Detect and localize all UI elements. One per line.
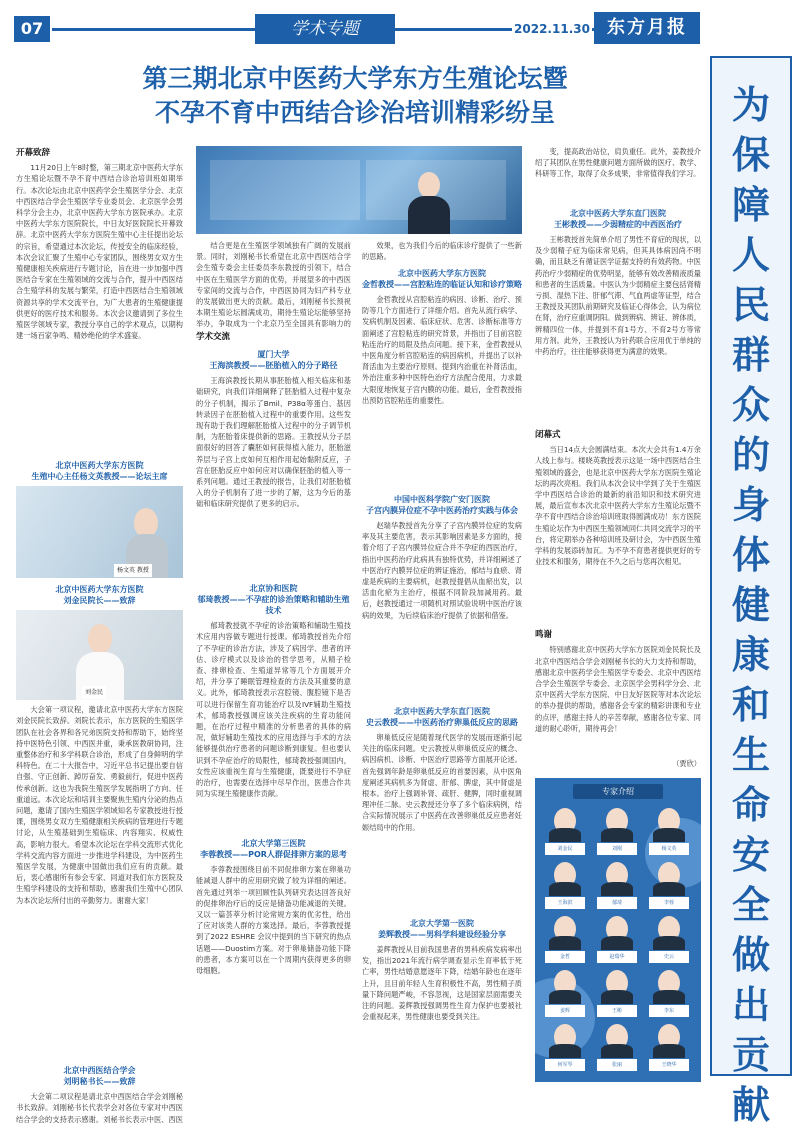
section-org: 北京协和医院 — [249, 584, 298, 594]
expert-portrait-body — [653, 828, 685, 842]
slogan-char: 为 — [731, 82, 770, 127]
expert-card — [649, 806, 689, 856]
expert-name: 张丽 — [597, 1059, 637, 1071]
section-subtitle: 郁琦教授——不孕症的诊治策略和辅助生殖技术 — [197, 595, 350, 616]
section-subtitle: 子宫内膜异位症不孕中医药治疗实践与体会 — [366, 506, 518, 515]
slogan-char: 命 — [731, 782, 770, 827]
expert-name: 杨文英 — [649, 843, 689, 855]
expert-card — [545, 914, 585, 964]
expert-portrait-body — [549, 936, 581, 950]
section-subtitle: 生殖中心主任杨文英教授——论坛主席 — [31, 472, 168, 482]
expert-card — [649, 914, 689, 964]
byline: （贾欣） — [672, 759, 701, 769]
section-subtitle: 史云教授——中医药治疗卵巢低反应的思路 — [366, 718, 518, 727]
expert-card — [597, 914, 637, 964]
section-subtitle: 刘明秘书长——致辞 — [63, 1077, 136, 1087]
paragraph: 金哲教授从宫腔粘连的病因、诊断、治疗、预防等几个方面进行了详细介绍。首先从流行病学、发病机制及因素、临床症状、危害、诊断标准等方面阐述了宫腔粘连的研究背景，并指出了目前宫腔粘连治疗的局限及热点问题。接下来，金哲教授从中医角度分析宫腔粘连的病因病机，并提出了以补肾活血为主要治疗原则。提到内治重在补肾活血，外治注重多种中医特色治疗方法配合使用，力求最大限度地恢复子宫内膜的功能。最后，金哲教授指出预防宫腔粘连的重要性。 — [362, 295, 522, 405]
opening-paragraph: 11月20日上午8时整，第三期北京中医药大学东方生殖论坛暨不孕不育中西结合诊治培训班如期举行。本次论坛由北京中医药学会生殖医学分会、北京中西医结合学会生殖医学专业委员会、北京医学会男科学分会主办，北京中医药大学东方医院承办。北京中医药大学东方医院院长，中日友好医院院长开幕致辞。北京中医药大学东方医院生殖中心主任提出论坛的宗旨，希望通过本次论坛，传授安全的临床经验，本次会议汇聚了生殖中心专家团队，围绕男女双方生殖健康相关疾病进行专题讨论，旨在进一步加强中西医结合专家在生殖领域的交流与合作，提升中西医结合生殖学科的发展与繁荣，打造中西医结合生殖领域资源共享的学术交流平台，为广大患者的生殖健康提供更好的医疗技术和服务。本次会议邀请到了多位生殖医学领域专家，教授分享自己的学术观点，以期构建一场百家争鸣、精妙绝伦的学术盛宴。 — [16, 163, 183, 341]
expert-name: 王海滨 — [545, 897, 585, 909]
paragraph: 王海滨教授长期从事胚胎植入相关临床和基础研究，向我们详细阐释了胚胎植入过程中复杂的分子机制，揭示了Bmil、P38α等蛋白、基因转录因子在胚胎植入过程中的重要作用。这些发现有助于我们理解胚胎植入过程中的分子调节机制，为胚胎着床提供新的思路。王教授从分子层面很好的回答了囊胚如何获得植入能力，胚胎滋养层与子宫上皮如何互相作用起始黏附反应，子宫在胚胎反应中如何应对以确保胚胎的植入等一系列问题。通过王教授的报告，让我们对胚胎植入的分子机制有了进一步的了解，这为今后的基础和临床研究提供了更多的启示。 — [196, 376, 351, 509]
section-org: 北京中医药大学东方医院 — [55, 585, 144, 595]
section-org: 北京中医药大学东直门医院 — [394, 707, 490, 716]
paragraph: 卵巢低反应是随着现代医学的发展而逐渐引起关注的临床问题。史云教授从卵巢低反应的概念、病因病机、诊断、中医治疗思路等方面展开论述。首先强调年龄是卵巢低反应的首要因素，从中医角度阐述其病机多为肾虚、肝郁、脾虚，其中肾虚是根本。治疗上强调补肾、疏肝、健脾，同时重视调理冲任二脉。史云教授还分享了多个临床病例，结合实际情况展示了中医药在改善卵巢低反应患者妊娠结局中的作用。 — [362, 733, 522, 832]
issue-date: 2022.11.30 — [512, 14, 592, 44]
expert-name: 王晓华 — [649, 1059, 689, 1071]
expert-name: 李东 — [649, 1005, 689, 1017]
expert-name: 赵瑞华 — [597, 951, 637, 963]
section-org: 北京中西医结合学会 — [63, 1066, 136, 1076]
page-number: 07 — [14, 16, 50, 42]
expert-portrait-body — [653, 936, 685, 950]
article-title — [60, 62, 650, 130]
expert-portrait-body — [549, 828, 581, 842]
expert-portrait-body — [549, 1044, 581, 1058]
expert-name: 李蓉 — [649, 897, 689, 909]
speaker-photo — [16, 610, 183, 700]
slogan-char: 体 — [731, 532, 770, 577]
expert-card — [649, 1022, 689, 1072]
column-1 — [16, 146, 183, 1127]
paragraph: 李蓉教授围绕目前不同促排卵方案在卵巢功能减退人群中的应用研究做了较为详细的阐述。首先通过列举一项回顾性队列研究表达回答良好的促排卵治疗后的反应是储备功能减退的关键。又以一篇荟萃分析讨论常规方案的优劣性，给出了应对该类人群的方案选择。最后，李蓉教授提到了2022 ESHRE 会议中提到的当下研究的热点话题——Duostim方案。对于卵巢储备功能下降的患者，本方案可以在一个周期内获得更多的卵母细胞。 — [196, 865, 351, 976]
slogan-char: 障 — [731, 182, 770, 227]
slogan-char: 生 — [731, 732, 770, 777]
speaker-photo — [16, 486, 183, 578]
expert-name: 郁琦 — [597, 897, 637, 909]
paragraph: 郁琦教授就不孕症的诊治策略和辅助生殖技术应用内容做专题进行授课。郁琦教授首先介绍了不孕症的诊治方法，涉及了病因学、患者的评估、诊疗模式以及诊治的哲学思考，从精子检查、排卵检查、生殖道异常等几个方面展开介绍，并分享了睡眠管理检查的方法及其重要的意义。此外，郁琦教授表示宫腔镜、腹腔镜下是否可以进行保留生育功能治疗以及IVF辅助生殖技术，郁琦教授强调应该关注疾病的生育功能问题，在治疗过程中精准的分析患者的具体的病况，做好辅助生殖技术的应用选择与手术的方法能够提供治疗患者的问题诊断到康复。但也要认识到不孕症治疗的局限性，郁琦教授强调国内，女性应该重视生育与生殖健康，既要进行不孕症的治疗，也需要在选择中尽早作出，医患合作共同为实现生殖健康作贡献。 — [196, 621, 351, 799]
section-subtitle: 李蓉教授——POR人群促排卵方案的思考 — [200, 850, 347, 860]
expert-card — [597, 860, 637, 910]
section-subtitle: 姜辉教授——男科学科建设经验分享 — [378, 930, 506, 939]
section-org: 厦门大学 — [257, 350, 290, 360]
slogan-char: 保 — [731, 132, 770, 177]
title-line-1: 第三期北京中医药大学东方生殖论坛暨 — [142, 64, 568, 93]
section-org: 北京大学第三医院 — [241, 839, 306, 849]
slogan-char: 众 — [731, 382, 770, 427]
photo-caption: 杨文英 教授 — [114, 564, 152, 577]
expert-portrait-body — [549, 882, 581, 896]
paragraph: 变，提高政治站位，肩负重任。此外，姜教授介绍了其团队在男性健康问题方面所做的医疗、教学、科研等工作，取得了众多成果，非常值得我们学习。 — [535, 147, 701, 179]
photo-caption: 刘金民 — [82, 686, 106, 699]
paragraph: 大会第二项议程是请北京中西医结合学会刘刚秘书长致辞。刘刚秘书长代表学会对各位专家对中西医结合学会的支持表示感谢。刘秘书长表示中医、西医 — [16, 1092, 183, 1124]
slogan-char: 做 — [731, 932, 770, 977]
paragraph: 姜辉教授从目前我国患者的男科疾病发病率出发，指出2021年流行病学调查显示生育率低于死亡率，男性结婚意愿逐年下降，结婚年龄也在逐年上升，且目前年轻人生育积极性不高，男性精子质量下降问题严峻，不容忽视，这是国家层面需要关注的问题。姜辉教授强调男性生育力保护也要被社会重视起来，男性健康也要受到关注。 — [362, 945, 522, 1022]
slogan-char: 群 — [731, 332, 770, 377]
expert-portrait-body — [653, 1044, 685, 1058]
expert-card — [545, 1022, 585, 1072]
expert-portrait-body — [601, 1044, 633, 1058]
photo-yang — [16, 486, 183, 578]
slogan-char: 献 — [731, 1082, 770, 1127]
section-org: 北京中医药大学东方医院 — [398, 269, 486, 278]
expert-name: 姜辉 — [545, 1005, 585, 1017]
forum-screenshot — [196, 146, 522, 234]
section-org: 北京中医药大学东方医院 — [55, 461, 144, 471]
expert-card — [597, 968, 637, 1018]
thanks-paragraph: 特别感谢北京中医药大学东方医院刘金民院长及北京中西医结合学会刘刚秘书长的大力支持和帮助，感谢北京中医药学会生殖医学专委会、北京中西医结合学会生殖医学专委会、北京医学会男科学分会、北京中医药大学东方医院、中日友好医院等对本次论坛的举办提供的帮助，感谢各会专家的精彩讲课和专业的点评，感谢主持人的辛苦奉献，感谢各位专家、同道的耐心聆听，期待再会！ — [535, 645, 701, 733]
expert-card — [597, 806, 637, 856]
expert-card — [545, 968, 585, 1018]
section-org: 北京大学第一医院 — [410, 919, 474, 928]
expert-card — [649, 968, 689, 1018]
expert-name: 何军琴 — [545, 1059, 585, 1071]
section-subtitle: 金哲教授——宫腔粘连的临证认知和诊疗策略 — [362, 280, 522, 289]
paragraph: 效果，也为我们今后的临床诊疗提供了一些新的思路。 — [362, 241, 522, 262]
section-org: 中国中医科学院广安门医院 — [394, 495, 490, 504]
expert-card — [649, 860, 689, 910]
slogan-char: 健 — [731, 582, 770, 627]
thanks-heading: 鸣谢 — [535, 630, 553, 641]
slogan-char: 民 — [731, 282, 770, 327]
expert-portrait-body — [601, 882, 633, 896]
expert-banner-title: 专家介绍 — [573, 784, 663, 799]
slogan-char: 和 — [731, 682, 770, 727]
slogan-char: 安 — [731, 832, 770, 877]
closing-paragraph: 当日14点大会圆满结束。本次大会共有1.4万余人线上参与。楼晓英教授表示这是一场中西医结合生殖领域的盛会，也是北京中医药大学东方医院生殖论坛的再次亮相。我们从本次会议中学到了关于生殖医学中西医结合诊治的最新的前沿知识和技术研究进展，最后宣布本次北京中医药大学东方生殖论坛暨不孕不育中西结合诊治培训班取得圆满成功！东方医院生殖论坛作为中西医生殖领域同仁共同交流学习的平台，将定期举办各种培训班及研讨会，为中西医生殖学科的发展添砖加瓦。为不孕不育患者提供更好的专业技术和服务，期待在不久之后与您再次相见。 — [535, 445, 701, 567]
closing-heading: 闭幕式 — [535, 430, 561, 440]
expert-banner — [535, 778, 701, 1082]
paragraph: 赵瑞华教授首先分享了子宫内膜异位症的发病率及其主要危害，表示其影响因素是多方面的，接着介绍了子宫内膜异位症合并不孕症的西医治疗，指出中医药治疗此病具有独特优势，并详细阐述了中医治疗内膜异位症的辨证施治，郁结与血瘀、肾虚是疾病的主要病机，赵教授提倡从血瘀出发，以活血化瘀为主治疗，根据不同阶段加减用药。最后，赵教授通过一项随机对照试验说明中医治疗该病的效果，为后续临床治疗提供了依据和借鉴。 — [362, 521, 522, 620]
expert-portrait-body — [549, 990, 581, 1004]
expert-name: 王彬 — [597, 1005, 637, 1017]
expert-card — [597, 1022, 637, 1072]
slogan-char: 身 — [731, 482, 770, 527]
column-tag: 学术专题 — [255, 14, 395, 44]
expert-name: 刘金民 — [545, 843, 585, 855]
section-subtitle: 王彬教授——少弱精症的中西医治疗 — [554, 220, 682, 229]
expert-name: 史云 — [649, 951, 689, 963]
academic-heading: 学术交流 — [196, 332, 231, 342]
slogan-sidebar — [710, 56, 792, 1127]
column-2 — [196, 240, 351, 1062]
expert-portrait-body — [601, 936, 633, 950]
slogan-char: 人 — [731, 232, 770, 277]
expert-name: 刘刚 — [597, 843, 637, 855]
paragraph: 王彬教授首先简单介绍了男性不育症的现状，以及少弱精子症为临床常见病，但其具体病因尚不明确，而且缺乏有循证医学证据支持的有效药物。中医药治疗少弱精症的优势明显，能够有效改善精液质量和患者的生活质量。中医认为少弱精症主要包括肾精亏损、湿热下注、肝郁气滞、气血两虚等证型，结合王教授及其团队前期研究及临证心得体会，认为病位在肾，治疗应重调阴阳。做到辨病、辨证、辨体质，辨精四位一体，并提到不育1号方、不育2号方等常用方剂。此外，王教授认为针药联合应用优于单纯的中药治疗，往往能够获得更为满意的效果。 — [535, 235, 701, 357]
expert-name: 金哲 — [545, 951, 585, 963]
slogan-char: 全 — [731, 882, 770, 927]
section-subtitle: 王海滨教授——胚胎植入的分子路径 — [209, 361, 338, 371]
expert-portrait-body — [601, 990, 633, 1004]
section-subtitle: 刘金民院长——致辞 — [63, 596, 136, 606]
expert-card — [545, 806, 585, 856]
expert-card — [545, 860, 585, 910]
paragraph: 大会第一项议程，邀请北京中医药大学东方医院刘金民院长致辞。刘院长表示，东方医院的生殖医学团队在社会各界和各兄弟医院支持和帮助下，始终坚持中医特色引领、中西医并重，秉承医教研协同，注重整体治疗和多学科联合诊治，形成了自身鲜明的学科特色。在二十大报告中，习近平总书记提出要自信自强、守正创新、踔厉奋发、勇毅前行，促进中医药传承创新。这也为我院生殖医学发展指明了方向、任重道远。本次论坛和培训主要聚焦生殖内分泌的热点问题，邀请了国内生殖医学领域知名专家教授进行授课，围绕男女双方生殖健康相关疾病的管理进行专题讨论，从生殖基础到生殖临床、内容翔实、权威性高，影响力很大。希望本次论坛在学科交流形式优化学科交流内容方面进一步推进学科建设，为中医药生殖医学发展，为健康中国做出我们应有的贡献。最后，衷心感谢所有参会专家、同道对我们东方医院及生殖学科建设的支持和帮助，感谢我们生殖中心团队为本次论坛所付出的辛勤努力。谢谢大家！ — [16, 705, 183, 905]
expert-portrait-body — [653, 990, 685, 1004]
paragraph: 结合更是在生殖医学领域独有广阔的发展前景。同时，刘刚秘书长希望在北京中西医结合学会生殖专委会主任委员李东教授的引领下，结合中医在生殖医学方面的优势，并展望多的中西医专家间的交流与合作，中西医协同为妇产科专业的发展做出更大的贡献。最后，刘刚秘书长预祝本期生殖论坛圆满成功，期待生殖论坛能够坚持举办，争取成为一个北京乃至全国具有影响力的 — [196, 241, 351, 329]
title-line-2: 不孕不育中西结合诊治培训精彩纷呈 — [154, 98, 555, 127]
slogan-char: 贡 — [731, 1032, 770, 1077]
photo-liu — [16, 610, 183, 700]
slogan-char: 出 — [731, 982, 770, 1027]
column-3 — [362, 240, 522, 1046]
column-4 — [535, 146, 701, 770]
opening-heading: 开幕致辞 — [16, 148, 51, 158]
expert-portrait-body — [653, 882, 685, 896]
masthead: 东方月报 — [594, 12, 700, 44]
expert-portrait-body — [601, 828, 633, 842]
page-header — [0, 0, 800, 48]
slogan-char: 的 — [731, 432, 770, 477]
slogan-text — [712, 80, 790, 1130]
slogan-char: 康 — [731, 632, 770, 677]
section-org: 北京中医药大学东直门医院 — [570, 209, 666, 218]
